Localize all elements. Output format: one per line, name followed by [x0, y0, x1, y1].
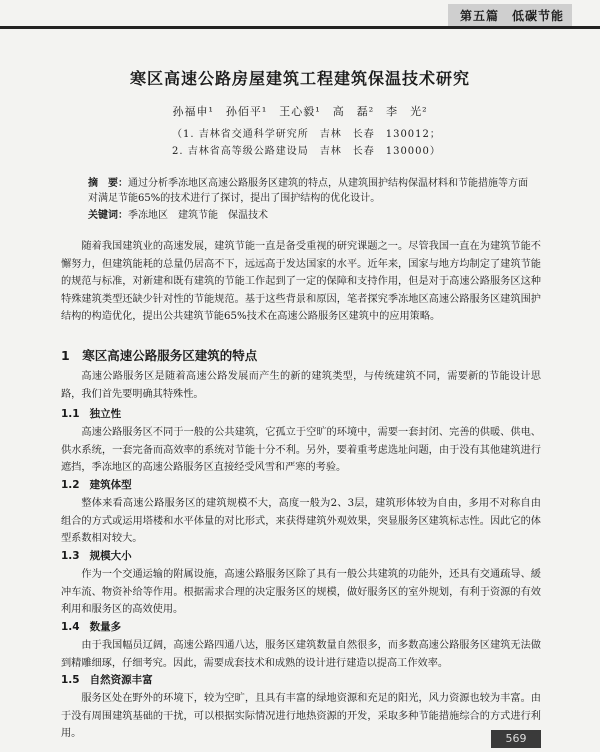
keywords — [88, 208, 528, 223]
section-intro: 高速公路服务区是随着高速公路发展而产生的新的建筑类型，与传统建筑不同，需要新的节能设计思路，我们首先要明确其特殊性。 — [61, 371, 541, 400]
header-rule — [0, 26, 600, 29]
section-number: 1 — [61, 348, 70, 363]
affiliation-1: （1. 吉林省交通科学研究所 吉林 长春 130012； — [172, 129, 441, 140]
section-title: 寒区高速公路服务区建筑的特点 — [82, 348, 258, 363]
subsection-heading: 1.4 数量多 — [61, 621, 122, 633]
subsection-heading: 1.3 规模大小 — [61, 550, 132, 562]
subsection-text: 服务区处在野外的环境下，较为空旷，且具有丰富的绿地资源和充足的阳光，风力资源也较为丰富。由于没有周围建筑基础的干扰，可以根据实际情况进行地热资源的开发，采取多种节能措施综合的方式进行利用。 — [61, 693, 541, 739]
subsection-heading: 1.5 自然资源丰富 — [61, 674, 153, 686]
section-heading — [61, 346, 257, 364]
subsection-text: 整体来看高速公路服务区的建筑规模不大，高度一般为2、3层，建筑形体较为自由，多用不对称自由组合的方式或运用塔楼和水平体量的对比形式，来获得建筑外观效果，突显服务区建筑标志性。因此它的体型系数相对较大。 — [61, 498, 541, 544]
author-list: 孙福申¹ 孙佰平¹ 王心毅¹ 高 磊² 李 光² — [172, 105, 428, 118]
section-label: 第五篇 低碳节能 — [459, 9, 564, 23]
abstract — [88, 176, 528, 206]
subsection-text: 高速公路服务区不同于一般的公共建筑，它孤立于空旷的环境中，需要一套封闭、完善的供暖、供电、供水系统，一套完备而高效率的系统对节能十分不利。另外，要着重考虑选址问题，由于没有其他建筑进行遮挡，季冻地区的高速公路服务区直接经受风雪和严寒的考验。 — [61, 427, 541, 473]
running-header — [0, 0, 600, 30]
abstract-text: 通过分析季冻地区高速公路服务区建筑的特点，从建筑围护结构保温材料和节能措施等方面对满足节能65%的技术进行了探讨，提出了围护结构的优化设计。 — [88, 178, 528, 204]
subsection-heading: 1.1 独立性 — [61, 408, 122, 420]
keywords-text: 季冻地区 建筑节能 保温技术 — [128, 210, 268, 221]
intro-paragraph: 随着我国建筑业的高速发展，建筑节能一直是备受重视的研究课题之一。尽管我国一直在为建筑节能不懈努力，但建筑能耗的总量仍居高不下，远远高于发达国家的水平。近年来，国家与地方均制定了建筑节能的规范与标准，对新建和既有建筑的节能工作起到了一定的保障和支持作用，但是对于高速公路服务区这种特殊建筑类型还缺少针对性的节能规范。基于这些背景和原因，笔者探究季冻地区高速公路服务区建筑围护结构的构造优化，提出公共建筑节能65%技术在高速公路服务区建筑中的应用策略。 — [61, 241, 541, 322]
paper-title: 寒区高速公路房屋建筑工程建筑保温技术研究 — [129, 69, 470, 88]
subsection-text: 由于我国幅员辽阔，高速公路四通八达，服务区建筑数量自然很多，而多数高速公路服务区建筑无法做到精雕细琢，仔细考究。因此，需要成套技术和成熟的设计进行建造以提高工作效率。 — [61, 640, 541, 669]
subsection-text: 作为一个交通运输的附属设施，高速公路服务区除了具有一般公共建筑的功能外，还具有交通疏导、緩冲车流、物资补给等作用。根据需求合理的决定服务区的规模，做好服务区的室外规划，有利于资源的有效利用和服务区的高效使用。 — [61, 569, 541, 615]
abstract-label: 摘 要： — [88, 178, 128, 189]
subsection-heading: 1.2 建筑体型 — [61, 479, 132, 491]
affiliation-2: 2. 吉林省高等级公路建设局 吉林 长春 130000） — [172, 146, 441, 157]
page-number: 569 — [491, 730, 541, 748]
keywords-label: 关键词： — [88, 210, 128, 221]
